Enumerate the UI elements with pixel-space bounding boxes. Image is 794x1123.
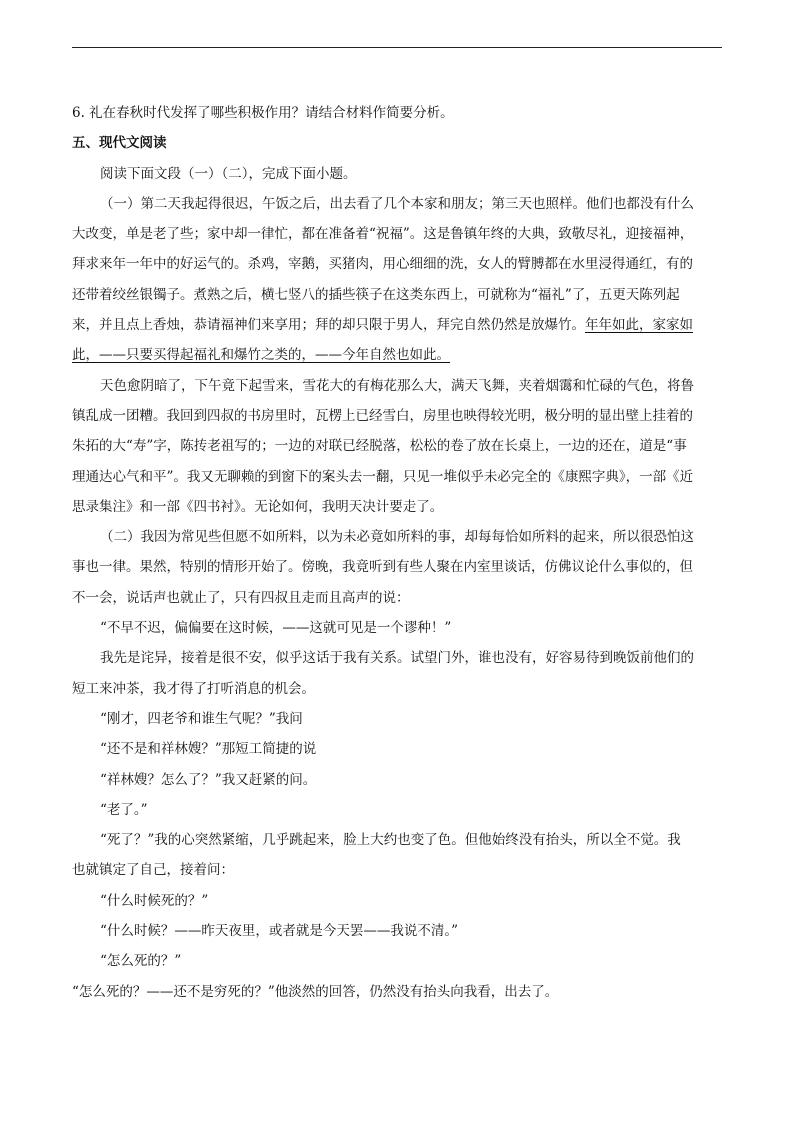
emphasized-sentence: 事也一律。果然，特别的情形开始了。 bbox=[72, 559, 302, 576]
passage-line: 还带着绞丝银镯子。煮熟之后，横七竖八的插些筷子在这类东西上，可就称为“福礼”了，五更天陈列起 bbox=[72, 286, 680, 303]
dialogue-line: “什么时候死的？” bbox=[100, 892, 209, 909]
passage-line: （二）我因为常见些但愿不如所料，以为未必竟如所料的事，却每每恰如所料的起来，所以很恐怕这 bbox=[100, 529, 694, 546]
passage-line: （一）第二天我起得很迟，午饭之后，出去看了几个本家和朋友；第三天也照样。他们也都没有什么 bbox=[100, 195, 694, 212]
passage-text: 来，并且点上香烛，恭请福神们来享用；拜的却只限于男人，拜完自然仍然是放爆竹。 bbox=[72, 317, 585, 334]
dialogue-line: “祥林嫂？怎么了？”我又赶紧的问。 bbox=[100, 771, 317, 788]
passage-part-2 bbox=[72, 522, 722, 613]
dialogue-line: “刚才，四老爷和谁生气呢？”我问 bbox=[100, 710, 303, 727]
dialogue-line: 也就镇定了自己，接着问： bbox=[72, 862, 234, 879]
dialogue-line: “还不是和祥林嫂？”那短工简捷的说 bbox=[100, 741, 317, 758]
dialogue-line: 我先是诧异，接着是很不安，似乎这话于我有关系。试望门外，谁也没有，好容易待到晚饭前他们的 bbox=[100, 650, 694, 667]
underlined-sentence-end: 此，——只要买得起福礼和爆竹之类的，——今年自然也如此。 bbox=[72, 347, 450, 364]
section-title: 五、现代文阅读 bbox=[72, 135, 167, 152]
dialogue-line: “老了。” bbox=[100, 801, 148, 818]
reading-instruction: 阅读下面文段（一）（二），完成下面小题。 bbox=[100, 165, 357, 182]
passage-part-1 bbox=[72, 189, 722, 371]
passage-line: 天色愈阴暗了，下午竟下起雪来，雪花大的有梅花那么大，满天飞舞，夹着烟霭和忙碌的气色，将鲁 bbox=[100, 377, 694, 394]
dialogue-line: “怎么死的？——还不是穷死的？”他淡然的回答，仍然没有抬头向我看，出去了。 bbox=[72, 983, 559, 1000]
question-6: 6. 礼在春秋时代发挥了哪些积极作用？请结合材料作简要分析。 bbox=[72, 105, 454, 121]
dialogue-line: “死了？”我的心突然紧缩，几乎跳起来，脸上大约也变了色。但他始终没有抬头，所以全不觉。我 bbox=[100, 832, 681, 849]
passage-line: 朱拓的大“寿”字，陈抟老祖写的；一边的对联已经脱落，松松的卷了放在长桌上，一边的还在，道是“事 bbox=[72, 438, 687, 455]
underlined-sentence-start: 年年如此，家家如 bbox=[585, 317, 693, 334]
dialogue-line: “不早不迟，偏偏要在这时候，——这就可见是一个谬种！” bbox=[100, 620, 452, 637]
passage-part-1b bbox=[72, 371, 722, 522]
dialogue-line: “怎么死的？” bbox=[100, 953, 182, 970]
passage-line: 理通达心气和平”。我又无聊赖的到窗下的案头去一翻，只见一堆似乎未必完全的《康熙字典》，一部《近 bbox=[72, 468, 694, 485]
dialogue-line: “什么时候？——昨天夜里，或者就是今天罢——我说不清。” bbox=[100, 923, 459, 940]
document-page bbox=[72, 98, 722, 1007]
passage-line bbox=[72, 340, 722, 370]
passage-line: 思录集注》和一部《四书衬》。无论如何，我明天决计要走了。 bbox=[72, 498, 444, 515]
passage-line: 拜求来年一年中的好运气的。杀鸡，宰鹅，买猪肉，用心细细的洗，女人的臂膊都在水里浸得通红，有的 bbox=[72, 256, 693, 273]
passage-line-with-emphasis bbox=[72, 552, 722, 582]
header-rule bbox=[72, 47, 722, 48]
dialogue-line: 短工来冲茶，我才得了打听消息的机会。 bbox=[72, 680, 315, 697]
passage-line: 镇乱成一团糟。我回到四叔的书房里时，瓦楞上已经雪白，房里也映得较光明，极分明的显出壁上挂着的 bbox=[72, 407, 693, 424]
passage-line: 不一会，说话声也就止了，只有四叔且走而且高声的说： bbox=[72, 589, 410, 606]
passage-line: 大改变，单是老了些；家中却一律忙，都在准备着“祝福”。这是鲁镇年终的大典，致敬尽礼，迎接福神， bbox=[72, 226, 694, 243]
dialogue-section bbox=[72, 613, 722, 1007]
passage-text: 傍晚，我竟听到有些人聚在内室里谈话，仿佛议论什么事似的，但 bbox=[301, 559, 693, 576]
passage-line-with-underline bbox=[72, 310, 722, 340]
